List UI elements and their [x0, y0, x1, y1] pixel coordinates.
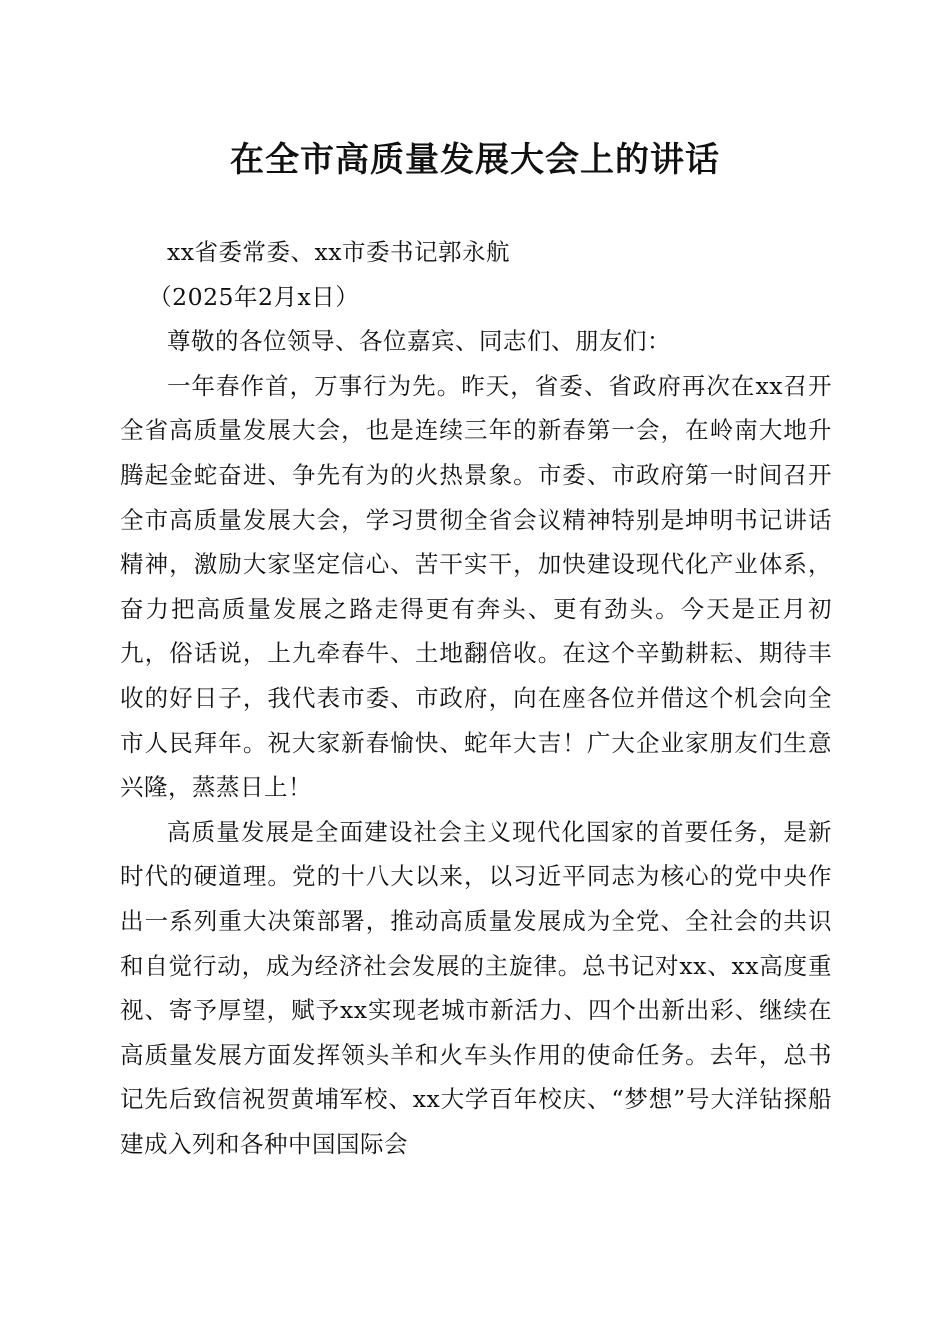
paragraph-1: 一年春作首，万事行为先。昨天，省委、省政府再次在xx召开全省高质量发展大会，也是连续三年的新春第一会，在岭南大地升腾起金蛇奋进、争先有为的火热景象。市委、市政府第一时间召开全市高质量发展大会，学习贯彻全省会议精神特别是坤明书记讲话精神，激励大家坚定信心、苦干实干，加快建设现代化产业体系，奋力把高质量发展之路走得更有奔头、更有劲头。今天是正月初九，俗话说，上九牵春牛、土地翻倍收。在这个辛勤耕耘、期待丰收的好日子，我代表市委、市政府，向在座各位并借这个机会向全市人民拜年。祝大家新春愉快、蛇年大吉！广大企业家朋友们生意兴隆，蒸蒸日上！	[120, 371, 832, 802]
author-line: xx省委常委、xx市委书记郭永航	[167, 238, 511, 266]
document-title: 在全市高质量发展大会上的讲话	[230, 140, 720, 180]
salutation: 尊敬的各位领导、各位嘉宾、同志们、朋友们：	[167, 327, 671, 356]
document-body	[120, 230, 832, 1166]
paragraph-2: 高质量发展是全面建设社会主义现代化国家的首要任务，是新时代的硬道理。党的十八大以来，以习近平同志为核心的党中央作出一系列重大决策部署，推动高质量发展成为全党、全社会的共识和自觉行动，成为经济社会发展的主旋律。总书记对xx、xx高度重视、寄予厚望，赋予xx实现老城市新活力、四个出新出彩、继续在高质量发展方面发挥领头羊和火车头作用的使命任务。去年，总书记先后致信祝贺黄埔军校、xx大学百年校庆、“梦想”号大洋钻探船建成入列和各种中国国际会	[120, 817, 832, 1158]
date-line: （2025年2月x日）	[148, 282, 360, 311]
